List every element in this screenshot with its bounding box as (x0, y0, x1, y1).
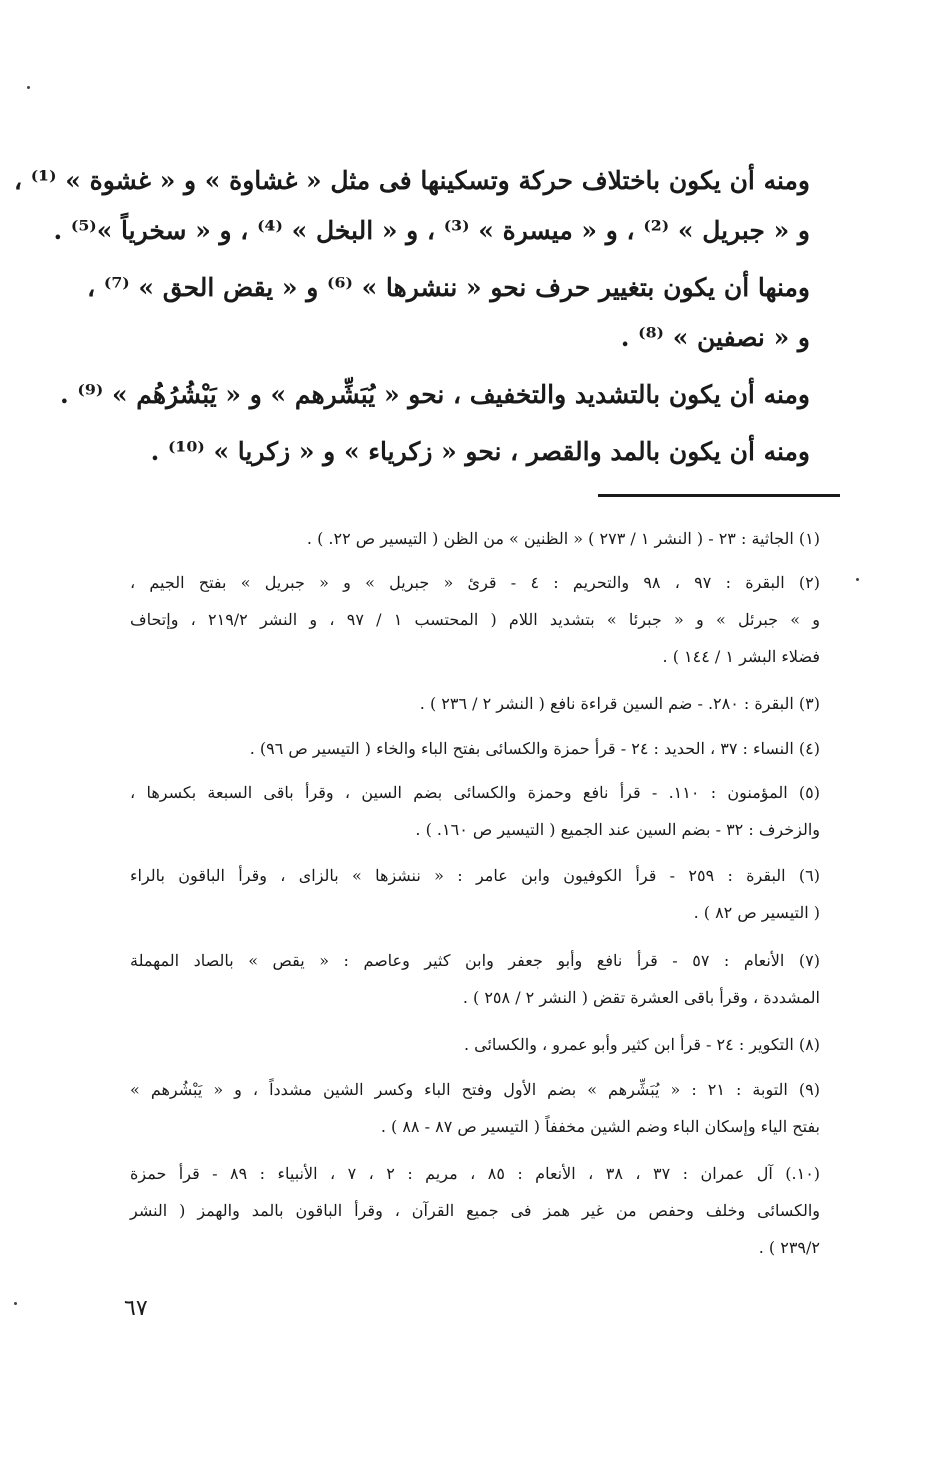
text-line: ومنها أن يكون بتغيير حرف نحو « ننشرها » ⁽⁶⁾ و « يقض الحق » ⁽⁷⁾ ، (87, 273, 810, 302)
main-paragraph-3 (60, 370, 810, 420)
footnote-3 (130, 685, 820, 722)
footnote-8 (130, 1026, 820, 1063)
footnote-7 (130, 942, 820, 1016)
footnote-line: والكسائى وخلف وحفص من غير همز فى جميع القرآن ، وقرأ الباقون بالمد والهمز ( النشر (130, 1201, 821, 1220)
footnote-line: (٢) البقرة : ٩٧ ، ٩٨ والتحريم : ٤ - قرئ « جبريل » و « جبريل » بفتح الجيم ، (130, 573, 821, 592)
main-paragraph-4 (130, 427, 810, 477)
footnote-line: والزخرف : ٣٢ - بضم السين عند الجميع ( التيسير ص ١٦٠. ) . (415, 820, 820, 839)
scan-speck (14, 1302, 17, 1305)
footnote-line: (٥) المؤمنون : ١١٠. - قرأ نافع وحمزة والكسائى بضم السين ، وقرأ باقى السبعة بكسرها ، (130, 783, 821, 802)
footnote-9 (130, 1071, 820, 1145)
footnote-line: (٤) النساء : ٣٧ ، الحديد : ٢٤ - قرأ حمزة والكسائى بفتح الباء والخاء ( التيسير ص ٩٦) . (249, 739, 820, 758)
footnote-line: (١٠.) آل عمران : ٣٧ ، ٣٨ ، الأنعام : ٨٥ ، مريم : ٢ ، ٧ ، الأنبياء : ٨٩ - قرأ حمزة (130, 1164, 821, 1183)
footnote-line: و » جبرئل » و « جبرئا » بتشديد اللام ( المحتسب ١ / ٩٧ ، و النشر ٢١٩/٢ ، وإتحاف (130, 610, 820, 629)
text-line: ومنه أن يكون باختلاف حركة وتسكينها فى مثل « غشاوة » و « غشوة » ⁽¹⁾ ، (13, 166, 810, 195)
text-line: و « نصفين » ⁽⁸⁾ . (620, 323, 810, 352)
footnote-line: (٧) الأنعام : ٥٧ - قرأ نافع وأبو جعفر وابن كثير وعاصم : « يقص » بالصاد المهملة (130, 951, 820, 970)
footnote-6 (130, 857, 820, 931)
main-paragraph-1 (13, 156, 810, 256)
scan-speck (27, 86, 30, 89)
footnote-line: ٢٣٩/٢ ) . (758, 1238, 820, 1257)
footnote-2 (130, 564, 820, 675)
footnote-4 (130, 730, 820, 767)
footnote-line: (٦) البقرة : ٢٥٩ - قرأ الكوفيون وابن عامر : « ننشزها » بالزاى ، وقرأ الباقون بالراء (130, 866, 821, 885)
footnote-line: ( التيسير ص ٨٢ ) . (693, 903, 820, 922)
footnote-line: المشددة ، وقرأ باقى العشرة تقض ( النشر ٢ / ٢٥٨ ) . (462, 988, 820, 1007)
page-number: ٦٧ (124, 1296, 148, 1321)
footnote-line: (٨) التكوير : ٢٤ - قرأ ابن كثير وأبو عمرو ، والكسائى . (463, 1035, 820, 1054)
footnote-line: بفتح الياء وإسكان الباء وضم الشين مخففاً ( التيسير ص ٨٧ - ٨٨ ) . (380, 1117, 820, 1136)
footnote-line: (٣) البقرة : ٢٨٠. - ضم السين قراءة نافع ( النشر ٢ / ٢٣٦ ) . (419, 694, 820, 713)
footnote-line: (١) الجاثية : ٢٣ - ( النشر ١ / ٢٧٣ ) « الظنين » من الظن ( التيسير ص ٢٢. ) . (306, 529, 820, 548)
footnote-1 (130, 520, 820, 557)
text-line: و « جبريل » ⁽²⁾ ، و « ميسرة » ⁽³⁾ ، و « البخل » ⁽⁴⁾ ، و « سخرياً »⁽⁵⁾ . (53, 216, 810, 245)
footnote-line: (٩) التوبة : ٢١ : « يُبَشِّرهم » بضم الأول وفتح الباء وكسر الشين مشدداً ، و « يَبْشُرهم » (130, 1080, 820, 1099)
text-line: ومنه أن يكون بالتشديد والتخفيف ، نحو « يُبَشِّرهم » و « يَبْشُرُهُم » ⁽⁹⁾ . (60, 380, 810, 409)
footnote-5 (130, 774, 820, 848)
footnote-10 (130, 1155, 820, 1266)
scan-speck (856, 578, 859, 581)
footnote-separator (598, 494, 840, 497)
text-line: ومنه أن يكون بالمد والقصر ، نحو « زكرياء » و « زكريا » ⁽¹⁰⁾ . (150, 437, 810, 466)
footnote-line: فضلاء البشر ١ / ١٤٤ ) . (662, 647, 820, 666)
main-paragraph-2 (87, 263, 810, 363)
